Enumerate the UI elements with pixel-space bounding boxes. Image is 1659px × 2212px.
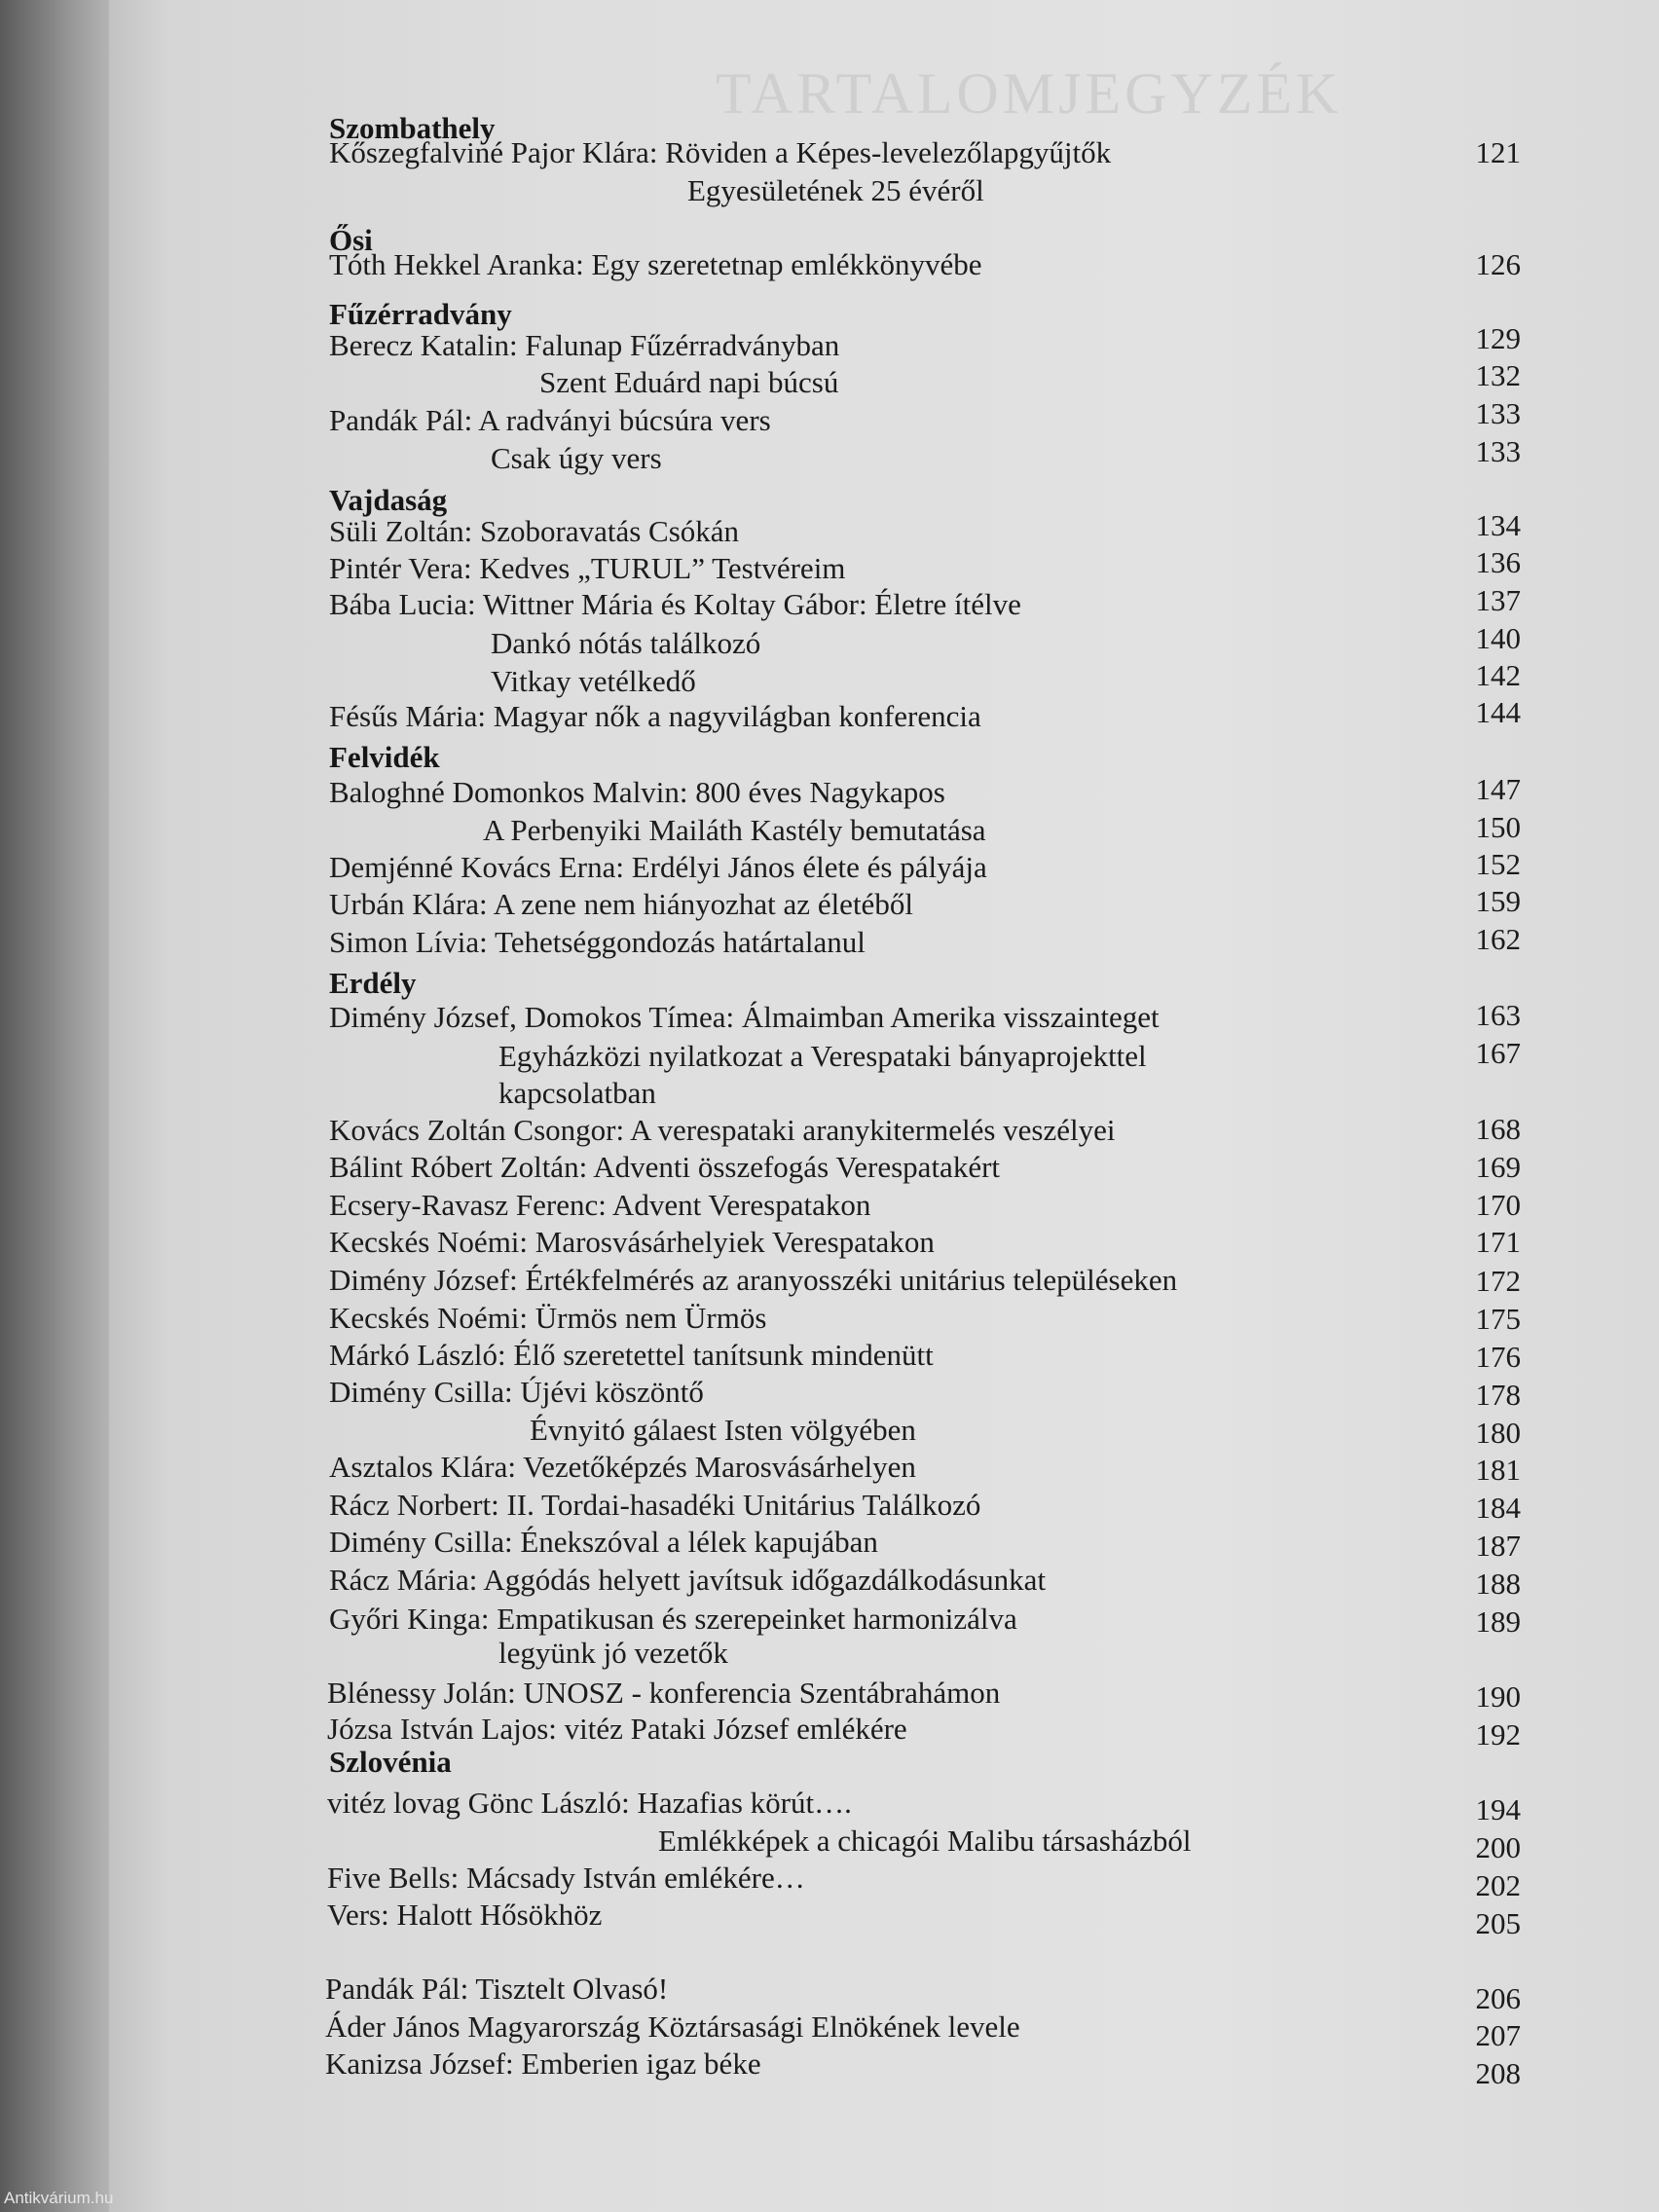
entry-page-number: 188 xyxy=(1475,1567,1521,1601)
entry-title: Egyesületének 25 évéről xyxy=(687,173,984,207)
entry-page-number: 189 xyxy=(1475,1604,1521,1639)
entry-page-number: 132 xyxy=(1475,358,1521,392)
entry-title: Évnyitó gálaest Isten völgyében xyxy=(530,1413,916,1447)
entry-title: Rácz Mária: Aggódás helyett javítsuk időgazdálkodásunkat xyxy=(329,1563,1047,1597)
entry-title: Berecz Katalin: Falunap Fűzérradványban xyxy=(329,328,840,362)
entry-page-number: 140 xyxy=(1475,621,1521,655)
entry-title: Dimény Csilla: Újévi köszöntő xyxy=(329,1375,704,1409)
entry-page-number: 150 xyxy=(1475,810,1521,844)
entry-page-number: 207 xyxy=(1475,2018,1521,2052)
entry-page-number: 126 xyxy=(1475,247,1521,281)
entry-page-number: 178 xyxy=(1475,1378,1521,1412)
entry-title: Dimény József: Értékfelmérés az aranyosszéki unitárius településeken xyxy=(329,1263,1178,1297)
entry-page-number: 133 xyxy=(1475,396,1521,430)
entry-page-number: 133 xyxy=(1475,434,1521,468)
entry-title: Urbán Klára: A zene nem hiányozhat az életéből xyxy=(329,887,913,921)
entry-title: Dimény József, Domokos Tímea: Álmaimban Amerika visszainteget xyxy=(329,1000,1160,1034)
entry-page-number: 162 xyxy=(1475,922,1521,956)
entry-title: Asztalos Klára: Vezetőképzés Marosvásárhelyen xyxy=(329,1450,916,1484)
entry-title: Győri Kinga: Empatikusan és szerepeinket harmonizálva xyxy=(329,1602,1017,1636)
entry-page-number: 200 xyxy=(1475,1830,1521,1864)
section-heading: Vajdaság xyxy=(329,483,448,517)
entry-page-number: 176 xyxy=(1475,1340,1521,1374)
entry-title: Vers: Halott Hősökhöz xyxy=(327,1898,603,1932)
entry-title: Demjénné Kovács Erna: Erdélyi János élete és pályája xyxy=(329,850,987,884)
entry-title: Áder János Magyarország Köztársasági Elnökének levele xyxy=(325,2009,1020,2044)
section-heading: Fűzérradvány xyxy=(329,297,512,331)
entry-title: Blénessy Jolán: UNOSZ - konferencia Szentábrahámon xyxy=(327,1676,1001,1710)
entry-page-number: 171 xyxy=(1475,1225,1521,1259)
entry-title: Pandák Pál: A radványi búcsúra vers xyxy=(329,403,771,437)
section-heading: Felvidék xyxy=(329,740,440,774)
entry-page-number: 129 xyxy=(1475,321,1521,355)
entry-page-number: 147 xyxy=(1475,772,1521,806)
entry-title: Simon Lívia: Tehetséggondozás határtalanul xyxy=(329,925,866,959)
entry-title: kapcsolatban xyxy=(498,1076,656,1110)
entry-page-number: 136 xyxy=(1475,545,1521,579)
entry-title: Kanizsa József: Emberien igaz béke xyxy=(325,2046,761,2081)
entry-page-number: 144 xyxy=(1475,695,1521,729)
entry-title: Süli Zoltán: Szoboravatás Csókán xyxy=(329,514,740,548)
entry-page-number: 208 xyxy=(1475,2056,1521,2090)
entry-page-number: 168 xyxy=(1475,1112,1521,1146)
entry-title: Pandák Pál: Tisztelt Olvasó! xyxy=(325,1972,669,2006)
entry-title: Kecskés Noémi: Marosvásárhelyiek Verespatakon xyxy=(329,1225,935,1259)
entry-title: Vitkay vetélkedő xyxy=(491,664,696,698)
entry-title: Bába Lucia: Wittner Mária és Koltay Gábor: Életre ítélve xyxy=(329,587,1021,621)
entry-page-number: 169 xyxy=(1475,1150,1521,1184)
entry-title: Ecsery-Ravasz Ferenc: Advent Verespatakon xyxy=(329,1188,871,1222)
entry-title: A Perbenyiki Mailáth Kastély bemutatása xyxy=(483,813,986,847)
entry-page-number: 181 xyxy=(1475,1453,1521,1487)
entry-title: Márkó László: Élő szeretettel tanítsunk mindenütt xyxy=(329,1338,934,1372)
entry-page-number: 134 xyxy=(1475,508,1521,542)
entry-page-number: 194 xyxy=(1475,1792,1521,1826)
section-heading: Erdély xyxy=(329,966,417,1000)
entry-title: Kovács Zoltán Csongor: A verespataki aranykitermelés veszélyei xyxy=(329,1113,1116,1147)
entry-page-number: 202 xyxy=(1475,1868,1521,1902)
entry-title: Dankó nótás találkozó xyxy=(491,626,761,660)
entry-title: Kőszegfalviné Pajor Klára: Röviden a Képes-levelezőlapgyűjtők xyxy=(329,135,1112,169)
entry-page-number: 172 xyxy=(1475,1264,1521,1298)
section-heading: Ősi xyxy=(329,223,373,257)
entry-page-number: 187 xyxy=(1475,1529,1521,1563)
entry-title: Five Bells: Mácsady István emlékére… xyxy=(327,1861,805,1895)
entry-page-number: 190 xyxy=(1475,1679,1521,1714)
entry-page-number: 167 xyxy=(1475,1036,1521,1070)
entry-title: Csak úgy vers xyxy=(491,441,662,475)
entry-title: Tóth Hekkel Aranka: Egy szeretetnap emlékkönyvébe xyxy=(329,247,982,281)
entry-page-number: 184 xyxy=(1475,1491,1521,1525)
entry-page-number: 206 xyxy=(1475,1981,1521,2015)
entry-title: vitéz lovag Gönc László: Hazafias körút…. xyxy=(327,1786,852,1820)
entry-title: Kecskés Noémi: Ürmös nem Ürmös xyxy=(329,1301,767,1335)
entry-page-number: 180 xyxy=(1475,1416,1521,1450)
entry-page-number: 142 xyxy=(1475,658,1521,692)
section-heading: Szombathely xyxy=(329,111,496,145)
entry-title: Pintér Vera: Kedves „TURUL” Testvéreim xyxy=(329,551,846,585)
entry-title: Szent Eduárd napi búcsú xyxy=(539,365,839,399)
watermark: Antikvárium.hu xyxy=(4,2189,114,2207)
entry-page-number: 170 xyxy=(1475,1188,1521,1222)
entry-page-number: 163 xyxy=(1475,998,1521,1032)
entry-page-number: 192 xyxy=(1475,1717,1521,1751)
entry-title: legyünk jó vezetők xyxy=(498,1636,728,1670)
entry-page-number: 205 xyxy=(1475,1906,1521,1940)
entry-title: Bálint Róbert Zoltán: Adventi összefogás Verespatakért xyxy=(329,1150,1001,1184)
entry-title: Fésűs Mária: Magyar nők a nagyvilágban konferencia xyxy=(329,699,981,733)
entry-page-number: 159 xyxy=(1475,884,1521,918)
entry-page-number: 121 xyxy=(1475,135,1521,169)
entry-title: Dimény Csilla: Énekszóval a lélek kapujában xyxy=(329,1525,878,1559)
entry-page-number: 152 xyxy=(1475,847,1521,881)
section-heading: Szlovénia xyxy=(329,1745,452,1779)
entry-title: Baloghné Domonkos Malvin: 800 éves Nagykapos xyxy=(329,775,945,809)
entry-title: Egyházközi nyilatkozat a Verespataki bányaprojekttel xyxy=(498,1039,1147,1073)
entry-title: Rácz Norbert: II. Tordai-hasadéki Unitárius Találkozó xyxy=(329,1488,981,1522)
entry-title: Józsa István Lajos: vitéz Pataki József emlékére xyxy=(327,1712,907,1746)
entry-page-number: 175 xyxy=(1475,1302,1521,1336)
entry-page-number: 137 xyxy=(1475,583,1521,617)
entry-title: Emlékképek a chicagói Malibu társasházból xyxy=(658,1824,1192,1858)
bleed-through-title: TARTALOMJEGYZÉK xyxy=(716,61,1343,126)
